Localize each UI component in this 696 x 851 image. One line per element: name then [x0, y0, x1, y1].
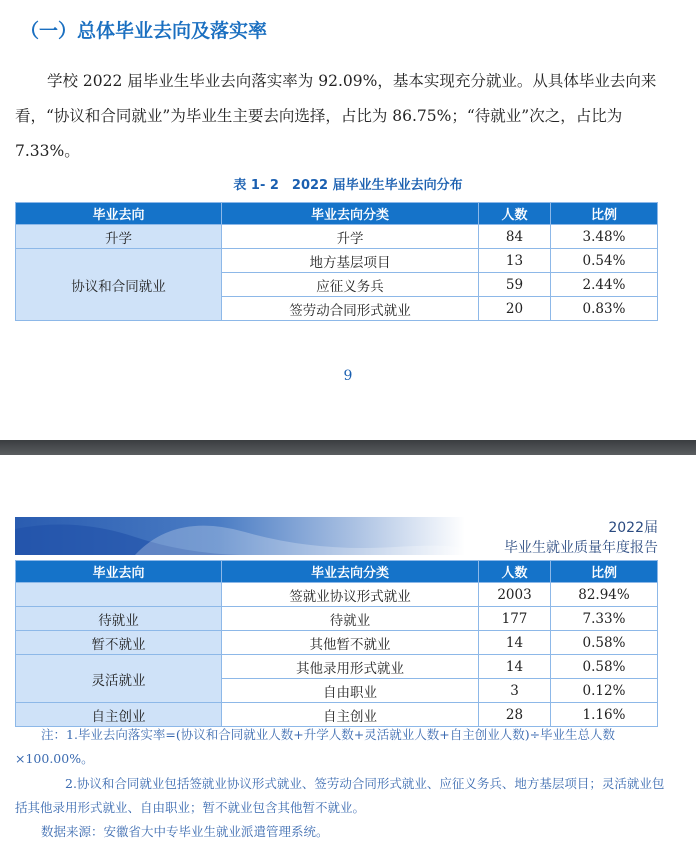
table-row: 自主创业 自主创业 28 1.16%	[16, 703, 658, 727]
report-year: 2022届	[608, 520, 658, 536]
destination-table-part2	[15, 560, 658, 727]
page-number: 9	[343, 368, 353, 384]
wave-decoration-icon	[15, 517, 465, 555]
table-row: 待就业 待就业 177 7.33%	[16, 607, 658, 631]
table-caption: 表 1- 2 2022 届毕业生毕业去向分布	[233, 178, 463, 193]
data-source: 数据来源：安徽省大中专毕业生就业派遣管理系统。	[41, 824, 329, 839]
report-title: 毕业生就业质量年度报告	[504, 540, 658, 556]
table-row: 灵活就业 其他录用形式就业 14 0.58%	[16, 655, 658, 679]
page-divider	[0, 440, 696, 455]
note-1: 注：1.毕业去向落实率=(协议和合同就业人数+升学人数+灵活就业人数+自主创业人数)÷毕业生总人数×100.00%。	[15, 727, 616, 766]
table-row: 签劳动合同形式就业 20 0.83%	[16, 297, 658, 321]
table-row: 自由职业 3 0.12%	[16, 679, 658, 703]
table-row: 暂不就业 其他暂不就业 14 0.58%	[16, 631, 658, 655]
table-header: 毕业去向 毕业去向分类 人数 比例	[16, 203, 658, 225]
destination-table-part1	[15, 202, 658, 321]
table-row: 协议和合同就业 地方基层项目 13 0.54%	[16, 249, 658, 273]
summary-paragraph: 学校 2022 届毕业生毕业去向落实率为 92.09%，基本实现充分就业。从具体毕业去向来看，“协议和合同就业”为毕业生主要去向选择，占比为 86.75%；“待就业”次之，占比为 7.33%。	[15, 72, 657, 160]
table-row: 升学 升学 84 3.48%	[16, 225, 658, 249]
table-row: 签就业协议形式就业 2003 82.94%	[16, 583, 658, 607]
header-banner	[15, 517, 465, 555]
table-header: 毕业去向 毕业去向分类 人数 比例	[16, 561, 658, 583]
table-row: 应征义务兵 59 2.44%	[16, 273, 658, 297]
note-2: 2.协议和合同就业包括签就业协议形式就业、签劳动合同形式就业、应征义务兵、地方基层项目；灵活就业包括其他录用形式就业、自由职业；暂不就业包含其他暂不就业。	[15, 776, 665, 815]
section-heading: （一）总体毕业去向及落实率	[20, 20, 268, 42]
